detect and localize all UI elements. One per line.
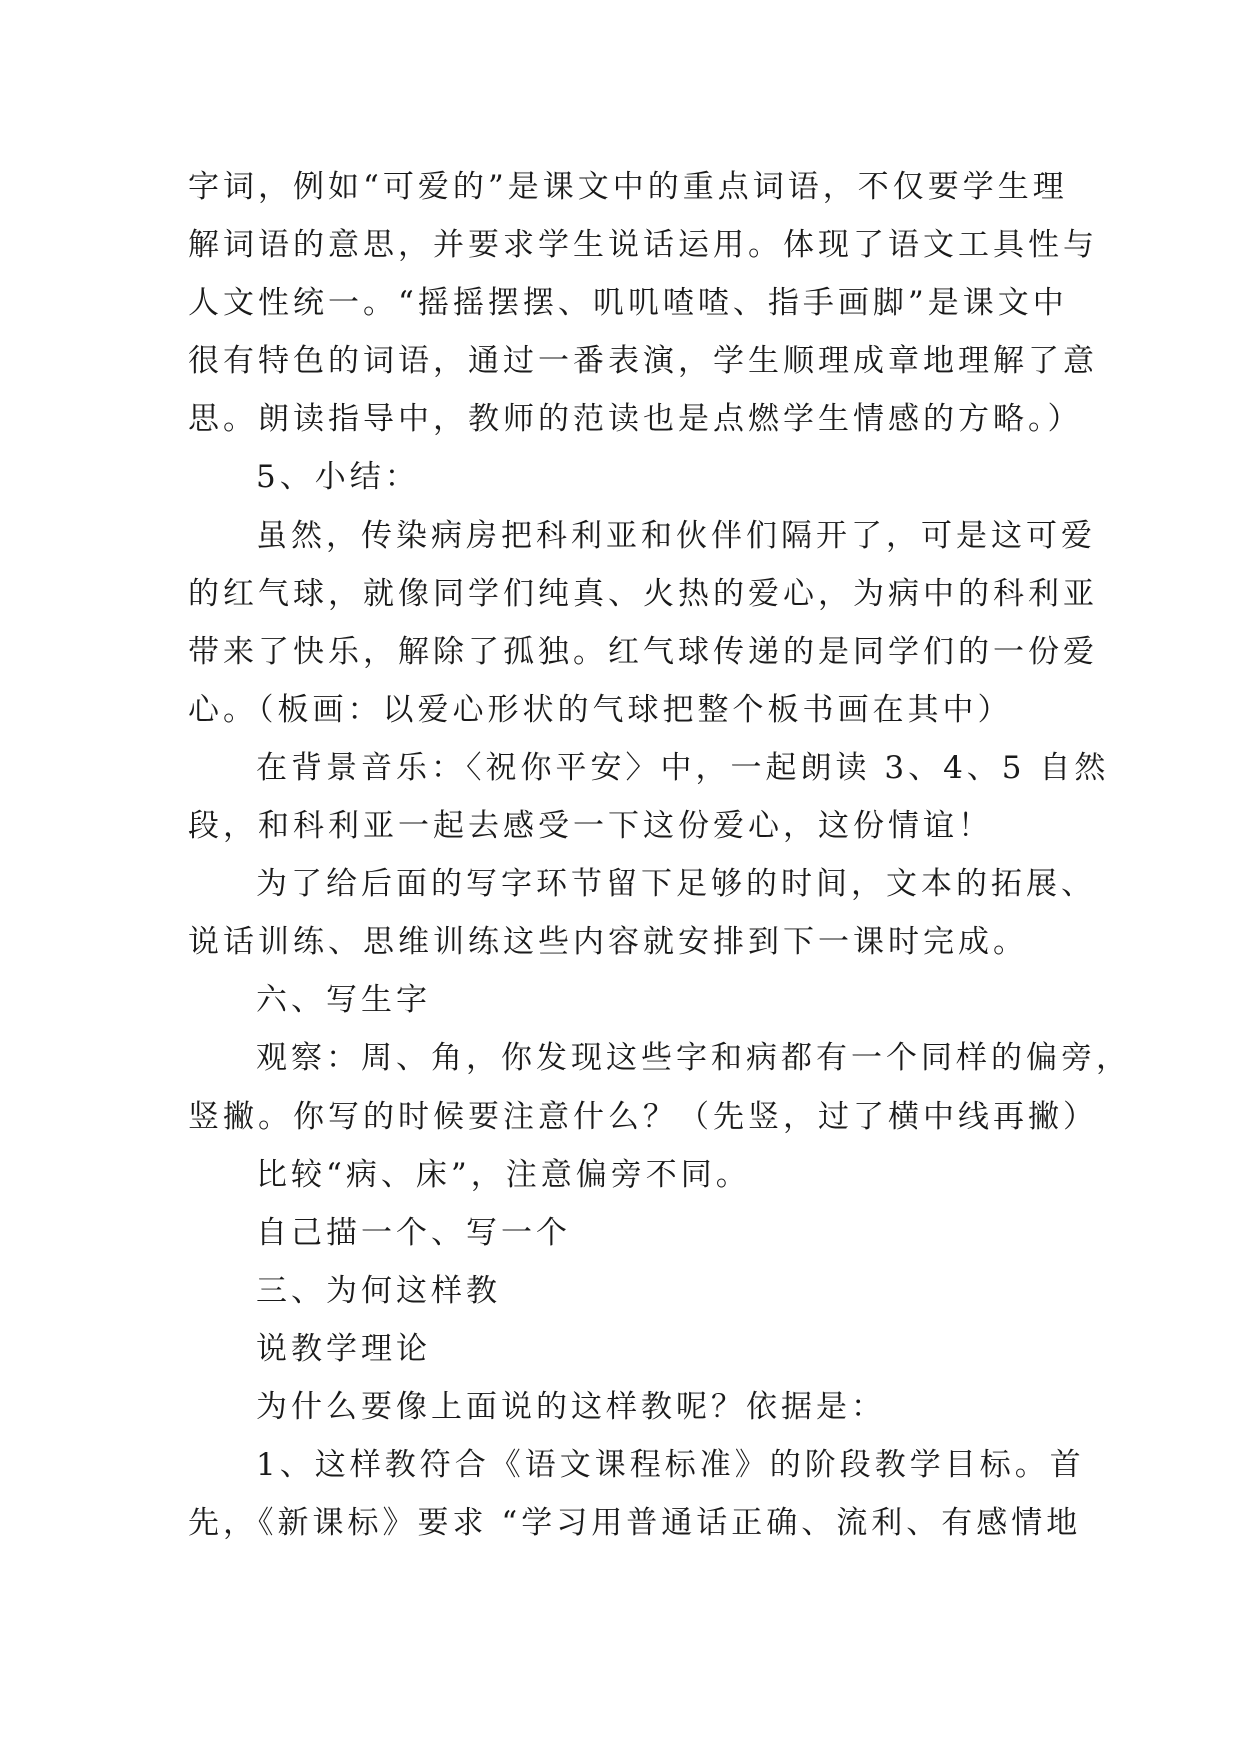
text-line: 虽然，传染病房把科利亚和伙伴们隔开了，可是这可爱 bbox=[256, 517, 1096, 554]
text-line: 六、写生字 bbox=[256, 982, 431, 1019]
text-line: 人文性统一。“摇摇摆摆、叽叽喳喳、指手画脚”是课文中 bbox=[188, 285, 1068, 322]
text-line: 在背景音乐：〈祝你平安〉中，一起朗读 3、4、5 自然 bbox=[256, 749, 1110, 786]
text-line: 带来了快乐，解除了孤独。红气球传递的是同学们的一份爱 bbox=[188, 633, 1098, 670]
text-line: 说教学理论 bbox=[256, 1330, 431, 1367]
body-text bbox=[188, 158, 1131, 1552]
text-line: 为什么要像上面说的这样教呢？依据是： bbox=[256, 1388, 886, 1425]
text-line: 心。（板画：以爱心形状的气球把整个板书画在其中） bbox=[188, 691, 1013, 728]
text-line: 段，和科利亚一起去感受一下这份爱心，这份情谊！ bbox=[188, 808, 993, 845]
text-line: 字词，例如“可爱的”是课文中的重点词语，不仅要学生理 bbox=[188, 169, 1068, 205]
text-line: 解词语的意思，并要求学生说话运用。体现了语文工具性与 bbox=[188, 227, 1098, 264]
text-line: 5、小结： bbox=[256, 459, 420, 496]
text-line: 说话训练、思维训练这些内容就安排到下一课时完成。 bbox=[188, 924, 1028, 961]
text-line: 很有特色的词语，通过一番表演，学生顺理成章地理解了意 bbox=[188, 343, 1098, 380]
text-line: 竖撇。你写的时候要注意什么？（先竖，过了横中线再撇） bbox=[188, 1098, 1098, 1135]
text-line: 的红气球，就像同学们纯真、火热的爱心，为病中的科利亚 bbox=[188, 575, 1098, 612]
text-line: 1、这样教符合《语文课程标准》的阶段教学目标。首 bbox=[256, 1447, 1085, 1484]
text-line: 观察：周、角，你发现这些字和病都有一个同样的偏旁， bbox=[256, 1040, 1131, 1077]
text-line: 比较“病、床”，注意偏旁不同。 bbox=[256, 1156, 751, 1193]
text-line: 为了给后面的写字环节留下足够的时间，文本的拓展、 bbox=[256, 866, 1096, 903]
text-line: 思。朗读指导中，教师的范读也是点燃学生情感的方略。） bbox=[188, 401, 1083, 438]
text-line: 自己描一个、写一个 bbox=[256, 1214, 571, 1251]
text-line: 三、为何这样教 bbox=[256, 1272, 501, 1309]
text-line: 先，《新课标》要求 “学习用普通话正确、流利、有感情地 bbox=[188, 1505, 1082, 1542]
